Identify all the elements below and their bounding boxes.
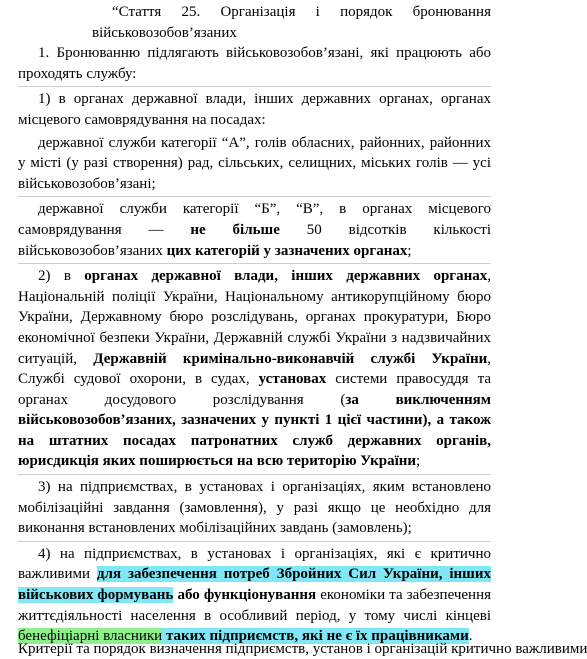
highlight-armed-forces: для забезпечення потреб Збройних Сил України, інших військових формувань xyxy=(18,566,491,604)
paragraph-item-3: 3) на підприємствах, в установах і організаціях, яким встановлено мобілізаційні завдання (замовлення), у разі якщо це необхідно для виконання встановлених мобілізаційних завдань (замовлень); xyxy=(18,474,491,539)
article-title: “Стаття 25. Організація і порядок бронювання військовозобов’язаних xyxy=(92,4,491,41)
paragraph-category-a: державної служби категорії “А”, голів обласних, районних, районних у місті (у разі створення) рад, сільських, селищних, міських голів — усі військовозобов’язані; xyxy=(18,134,491,192)
cut-off-line: Критерії та порядок визначення підприємств, установ і організацій критично важливими xyxy=(18,640,587,657)
paragraph-item-2: 2) в органах державної влади, інших державних органах, Національній поліції України, Національному антикорупційному бюро України, Державному бюро розслідувань, органах прокуратури, Бюро економічної безпеки України, Державній службі України з надзвичайних ситуацій, Державній кримінально-виконавчій службі України, Службі судової охорони, в судах, установах системи правосуддя та органах досудового розслідування (за виключенням військовозобов’язаних, зазначених у пункті 1 цієї частини), а також на штатних посадах патронатних служб державних органів, юрисдикція яких поширюється на всю територію України; xyxy=(18,263,491,472)
highlight-beneficial-owners: бенефіціарні власники xyxy=(18,628,163,645)
paragraph-item-4: 4) на підприємствах, в установах і організаціях, які є критично важливими для забезпечення потреб Збройних Сил України, інших військових формувань або функціонування економіки та забезпечення життєдіяльності населення в особливий період, у тому числі кінцеві бенефіціарні власники таких підприємств, які не є їх працівниками. xyxy=(18,541,491,647)
paragraph-item-1: 1) в органах державної влади, інших державних органах, органах місцевого самоврядування на посадах: xyxy=(18,86,491,130)
paragraph-category-b-v: державної служби категорії “Б”, “В”, в органах місцевого самоврядування — не більше 50 відсотків кількості військовозобов’язаних цих категорій у зазначених органах; xyxy=(18,196,491,261)
highlight-not-employees: таких підприємств, які не є їх працівниками xyxy=(162,628,469,645)
paragraph-1: 1. Бронюванню підлягають військовозобов’язані, які працюють або проходять службу: xyxy=(18,45,491,82)
